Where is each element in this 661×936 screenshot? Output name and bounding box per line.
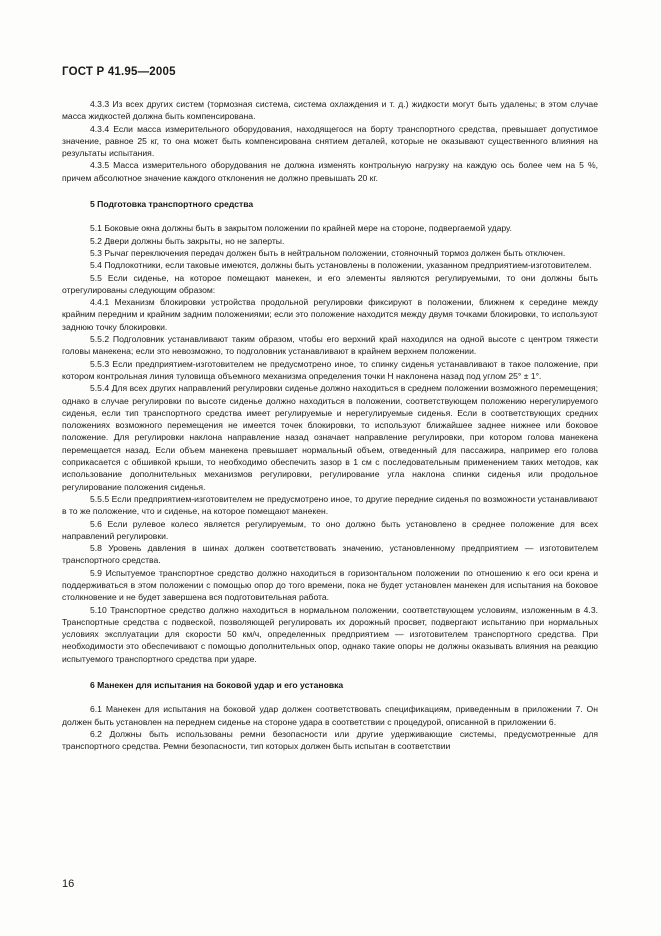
paragraph: 5.9 Испытуемое транспортное средство должно находиться в горизонтальном положении по отношению к его оси крена и поддерживаться в этом положении с помощью опор до того времени, пока не будет установлен манекен для испытания на боковое столкновение и не будет завершена вся подготовительная работа.	[62, 567, 598, 603]
paragraph: 6.2 Должны быть использованы ремни безопасности или другие удерживающие системы, предусмотренные для транспортного средства. Ремни безопасности, тип которых должен быть испытан в соответствии	[62, 728, 598, 752]
paragraph: 5.3 Рычаг переключения передач должен быть в нейтральном положении, стояночный тормоз должен быть отключен.	[90, 247, 566, 258]
paragraph: 5.5.3 Если предприятием-изготовителем не предусмотрено иное, то спинку сиденья устанавливают в такое положение, при котором контрольная линия туловища объемного механизма определения точки H наклонена назад под углом 25° ± 1°.	[62, 358, 598, 381]
page-number: 16	[62, 878, 75, 890]
paragraph: 5.5.2 Подголовник устанавливают таким образом, чтобы его верхний край находился на одной высоте с центром тяжести головы манекена; если это невозможно, то подголовник устанавливают в крайнем верхнем положении.	[62, 334, 598, 357]
paragraph: 5.5.4 Для всех других направлений регулировки сиденье должно находиться в среднем положении возможного перемещения; однако в случае регулировки по высоте сиденье должно находиться в положении, соответствующем положению нерегулируемого сиденья, если тип транспортного средства имеет регулируемые и нерегулируемые сиденья. Если в соответствующих средних положениях возможного перемещения не имеется точек блокировки, то используют ближайшее заднее нижнее или боковое положение. Для регулировки наклона направление назад означает направление регулировки, при котором голова манекена перемещается назад. Если объем манекена превышает нормальный объем, отведенный для пассажира, например его голова соприкасается с обшивкой крыши, то необходимо обеспечить зазор в 1 см с последовательным применением таких методов, как использование дополнительных механизмов регулировки, регулирование угла наклона спинки сиденья или продольное регулирование положения сиденья.	[62, 383, 598, 492]
section-heading-6: 6 Манекен для испытания на боковой удар и его установка	[90, 680, 344, 691]
section-heading-5: 5 Подготовка транспортного средства	[90, 199, 254, 210]
paragraph: 5.6 Если рулевое колесо является регулируемым, то оно должно быть установлено в среднее положение для всех направлений регулировки.	[62, 518, 598, 541]
page-body	[62, 98, 598, 753]
paragraph: 4.4.1 Механизм блокировки устройства продольной регулировки фиксируют в положении, ближнем к середине между крайним передним и крайним задним положениями; если это положение находится между двумя точками блокировки, то используют заднюю точку блокировки.	[62, 297, 598, 332]
block-section-6	[62, 703, 598, 752]
paragraph: 5.8 Уровень давления в шинах должен соответствовать значению, установленному предприятием — изготовителем транспортного средства.	[62, 543, 598, 566]
block-4-3	[62, 98, 598, 184]
block-section-5	[62, 222, 598, 665]
paragraph: 5.5 Если сиденье, на которое помещают манекен, и его элементы являются регулируемыми, то они должны быть отрегулированы следующим образом:	[62, 272, 598, 295]
paragraph: 5.4 Подлокотники, если таковые имеются, должны быть установлены в положении, указанном предприятием-изготовителем.	[90, 260, 592, 271]
paragraph: 5.1 Боковые окна должны быть в закрытом положении по крайней мере на стороне, подвергаемой удару.	[90, 223, 512, 234]
paragraph: 4.3.3 Из всех других систем (тормозная система, система охлаждения и т. д.) жидкости могут быть удалены; в этом случае масса жидкостей должна быть компенсирована.	[62, 99, 598, 122]
paragraph: 5.2 Двери должны быть закрыты, но не заперты.	[90, 235, 285, 246]
paragraph: 6.1 Манекен для испытания на боковой удар должен соответствовать спецификациям, приведенным в приложении 7. Он должен быть установлен на переднем сиденье на стороне удара в соответствии с процедурой, описанной в приложении 6.	[62, 704, 598, 727]
paragraph: 4.3.4 Если масса измерительного оборудования, находящегося на борту транспортного средства, превышает допустимое значение, равное 25 кг, то она может быть компенсирована снятием деталей, которые не оказывают существенного влияния на результаты испытания.	[62, 123, 598, 159]
paragraph: 4.3.5 Масса измерительного оборудования не должна изменять контрольную нагрузку на каждую ось более чем на 5 %, причем абсолютное значение каждого отклонения не должно превышать 20 кг.	[62, 160, 598, 183]
standard-header: ГОСТ Р 41.95—2005	[62, 66, 176, 78]
paragraph: 5.5.5 Если предприятием-изготовителем не предусмотрено иное, то другие передние сиденья по возможности устанавливают в то же положение, что и сиденье, на которое помещают манекен.	[62, 493, 598, 517]
paragraph: 5.10 Транспортное средство должно находиться в нормальном положении, соответствующем условиям, изложенным в 4.3. Транспортные средства с подвеской, позволяющей регулировать их дорожный просвет, подвергают испытанию при нормальных условиях эксплуатации для скорости 50 км/ч, определенных предприятием — изготовителем транспортного средства. При необходимости это обеспечивают с помощью дополнительных опор, однако такие опоры не должны оказывать влияния на реакцию испытуемого транспортного средства при ударе.	[62, 604, 598, 664]
